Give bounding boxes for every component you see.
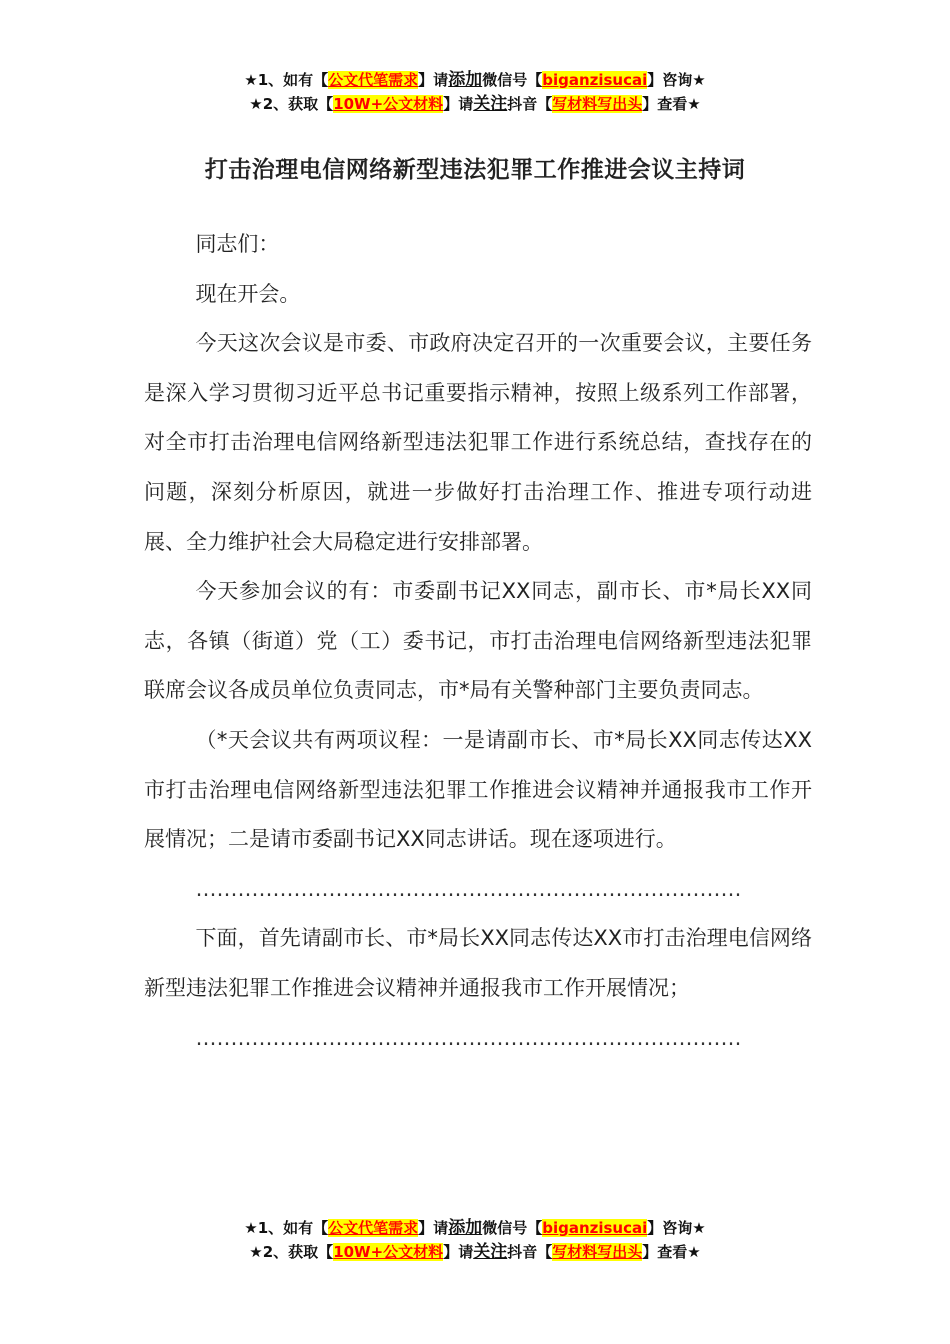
star-icon: ★: [244, 1219, 258, 1237]
highlight-douyin-id: 写材料写出头: [552, 1243, 643, 1261]
highlight-wechat-id: biganzisucai: [542, 71, 648, 89]
notice-text: 】查看: [642, 1243, 688, 1261]
notice-text: 微信号【: [482, 1219, 543, 1237]
star-icon: ★: [249, 95, 263, 113]
notice-text: 微信号【: [482, 71, 543, 89]
highlight-douyin-id: 写材料写出头: [552, 95, 643, 113]
paragraph-attendees: 今天参加会议的有：市委副书记XX同志，副市长、市*局长XX同志，各镇（街道）党（工）委书记，市打击治理电信网络新型违法犯罪联席会议各成员单位负责同志，市*局有关警种部门主要负责同志。: [144, 579, 812, 703]
star-icon: ★: [249, 1243, 263, 1261]
paragraph-meeting-purpose: 今天这次会议是市委、市政府决定召开的一次重要会议，主要任务是深入学习贯彻习近平总书记重要指示精神，按照上级系列工作部署，对全市打击治理电信网络新型违法犯罪工作进行系统总结，查找存在的问题，深刻分析原因，就进一步做好打击治理工作、推进专项行动进展、全力维护社会大局稳定进行安排部署。: [144, 331, 812, 554]
document-body: [144, 220, 812, 1063]
paragraph-opening: 现在开会。: [195, 281, 301, 306]
notice-text: 】请: [418, 1219, 449, 1237]
notice-emphasis: 添加: [448, 1218, 483, 1238]
notice-line-1: [0, 68, 950, 92]
highlight-wechat-id: biganzisucai: [542, 1219, 648, 1237]
notice-text: 】请: [443, 95, 474, 113]
notice-text: 】请: [418, 71, 449, 89]
star-icon: ★: [692, 71, 706, 89]
paragraph-first-item: 下面，首先请副市长、市*局长XX同志传达XX市打击治理电信网络新型违法犯罪工作推进会议精神并通报我市工作开展情况；: [144, 926, 812, 1000]
notice-text: 】咨询: [647, 1219, 693, 1237]
notice-text: 】咨询: [647, 71, 693, 89]
highlight-materials: 10W+公文材料: [333, 1243, 444, 1261]
highlight-service: 公文代笔需求: [328, 1219, 419, 1237]
highlight-service: 公文代笔需求: [328, 71, 419, 89]
notice-text: 1、如有【: [257, 71, 329, 89]
notice-text: 抖音【: [507, 95, 553, 113]
star-icon: ★: [244, 71, 258, 89]
notice-text: 1、如有【: [257, 1219, 329, 1237]
header-notice: [0, 68, 950, 116]
notice-line-2: [0, 92, 950, 116]
star-icon: ★: [687, 95, 701, 113]
ellipsis-divider: ……………………………………………………………………: [195, 876, 742, 901]
star-icon: ★: [692, 1219, 706, 1237]
notice-line-2: [0, 1240, 950, 1264]
footer-notice: [0, 1216, 950, 1264]
ellipsis-divider: ……………………………………………………………………: [195, 1025, 742, 1050]
notice-text: 抖音【: [507, 1243, 553, 1261]
notice-text: 】请: [443, 1243, 474, 1261]
notice-text: 2、获取【: [262, 1243, 334, 1261]
highlight-materials: 10W+公文材料: [333, 95, 444, 113]
paragraph-agenda: （*天会议共有两项议程：一是请副市长、市*局长XX同志传达XX市打击治理电信网络新型违法犯罪工作推进会议精神并通报我市工作开展情况；二是请市委副书记XX同志讲话。现在逐项进行。: [144, 727, 812, 852]
notice-text: 】查看: [642, 95, 688, 113]
notice-line-1: [0, 1216, 950, 1240]
paragraph-salutation: 同志们：: [195, 232, 280, 256]
notice-emphasis: 添加: [448, 70, 483, 90]
star-icon: ★: [687, 1243, 701, 1261]
document-title: 打击治理电信网络新型违法犯罪工作推进会议主持词: [204, 157, 746, 183]
notice-text: 2、获取【: [262, 95, 334, 113]
notice-emphasis: 关注: [473, 1242, 508, 1262]
notice-emphasis: 关注: [473, 94, 508, 114]
